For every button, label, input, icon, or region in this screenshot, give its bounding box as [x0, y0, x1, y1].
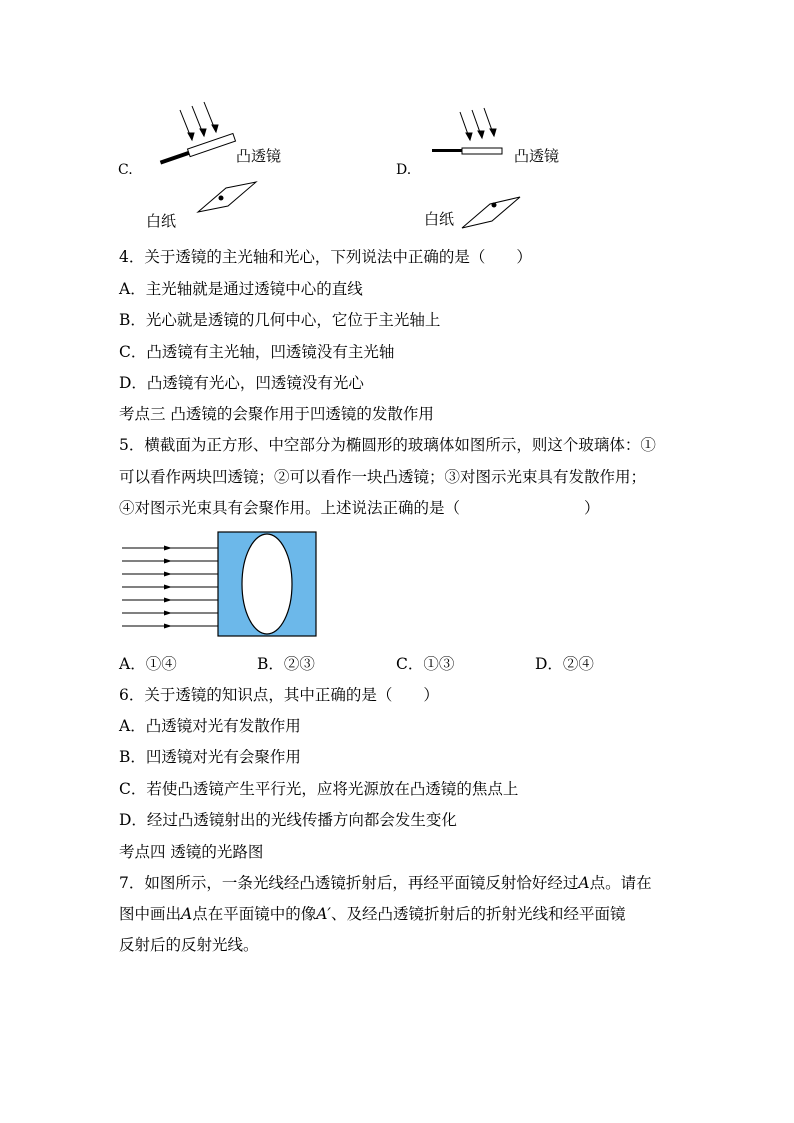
q5-option-b[interactable]: B．②③	[257, 655, 315, 673]
q7-line-3: 反射后的反射光线。	[119, 936, 259, 954]
q7-text-2a: 图中画出	[119, 905, 182, 923]
q5-stem-line-2: 可以看作两块凹透镜；②可以看作一块凸透镜；③对图示光束具有发散作用；	[119, 468, 647, 486]
paper-label-d: 白纸	[424, 210, 455, 228]
paper-label-c: 白纸	[146, 212, 177, 230]
point-a-image: A′	[316, 905, 331, 923]
option-d-label: D.	[396, 162, 412, 178]
q5-figure	[118, 530, 320, 640]
q5-stem-line-1: 5．横截面为正方形、中空部分为椭圆形的玻璃体如图所示，则这个玻璃体：①	[119, 436, 656, 454]
q7-line-2	[119, 904, 625, 924]
q6-stem: 6．关于透镜的知识点，其中正确的是（ ）	[119, 686, 439, 704]
paper-spot	[219, 196, 224, 201]
q7-text-2c: 、及经凸透镜折射后的折射光线和经平面镜	[330, 905, 626, 923]
q7-text-1a: 7．如图所示，一条光线经凸透镜折射后，再经平面镜反射恰好经过	[119, 874, 579, 892]
q6-option-a[interactable]: A．凸透镜对光有发散作用	[119, 717, 301, 735]
lens-holder	[432, 149, 462, 152]
q7-text-1b: 点。请在	[589, 874, 652, 892]
white-paper	[198, 182, 256, 212]
beam-arrowheads	[164, 546, 172, 629]
q3-option-c	[118, 100, 318, 230]
q4-option-a[interactable]: A．主光轴就是通过透镜中心的直线	[119, 280, 363, 298]
section-3-heading: 考点三 凸透镜的会聚作用于凹透镜的发散作用	[119, 405, 434, 423]
q4-option-d[interactable]: D．凸透镜有光心，凹透镜没有光心	[119, 374, 364, 392]
q7-line-1	[119, 873, 652, 893]
lens-label-c: 凸透镜	[236, 147, 282, 165]
q5-stem-line-3: ④对图示光束具有会聚作用。上述说法正确的是（ ）	[119, 499, 600, 517]
option-c-label: C.	[118, 162, 133, 178]
q3-option-d	[396, 100, 596, 230]
hollow-ellipse	[242, 534, 292, 634]
light-rays	[180, 102, 218, 140]
point-a: A	[181, 905, 193, 923]
q4-option-c[interactable]: C．凸透镜有主光轴，凹透镜没有主光轴	[119, 343, 395, 361]
q6-option-c[interactable]: C．若使凸透镜产生平行光，应将光源放在凸透镜的焦点上	[119, 780, 519, 798]
horizontal-lens	[462, 148, 502, 154]
white-paper	[462, 197, 520, 228]
q5-option-a[interactable]: A．①④	[119, 655, 177, 673]
q5-option-d[interactable]: D．②④	[535, 655, 594, 673]
paper-spot	[492, 203, 497, 208]
q7-text-2b: 点在平面镜中的像	[192, 905, 317, 923]
q5-option-c[interactable]: C．①③	[396, 655, 455, 673]
q6-option-d[interactable]: D．经过凸透镜射出的光线传播方向都会发生变化	[119, 811, 457, 829]
point-a: A	[578, 874, 590, 892]
section-4-heading: 考点四 透镜的光路图	[119, 843, 264, 861]
q4-stem: 4．关于透镜的主光轴和光心，下列说法中正确的是（ ）	[119, 248, 532, 266]
tilted-lens	[159, 133, 235, 166]
light-rays	[460, 108, 496, 140]
q6-option-b[interactable]: B．凹透镜对光有会聚作用	[119, 748, 301, 766]
lens-label-d: 凸透镜	[514, 147, 560, 165]
q4-option-b[interactable]: B．光心就是透镜的几何中心，它位于主光轴上	[119, 311, 441, 329]
